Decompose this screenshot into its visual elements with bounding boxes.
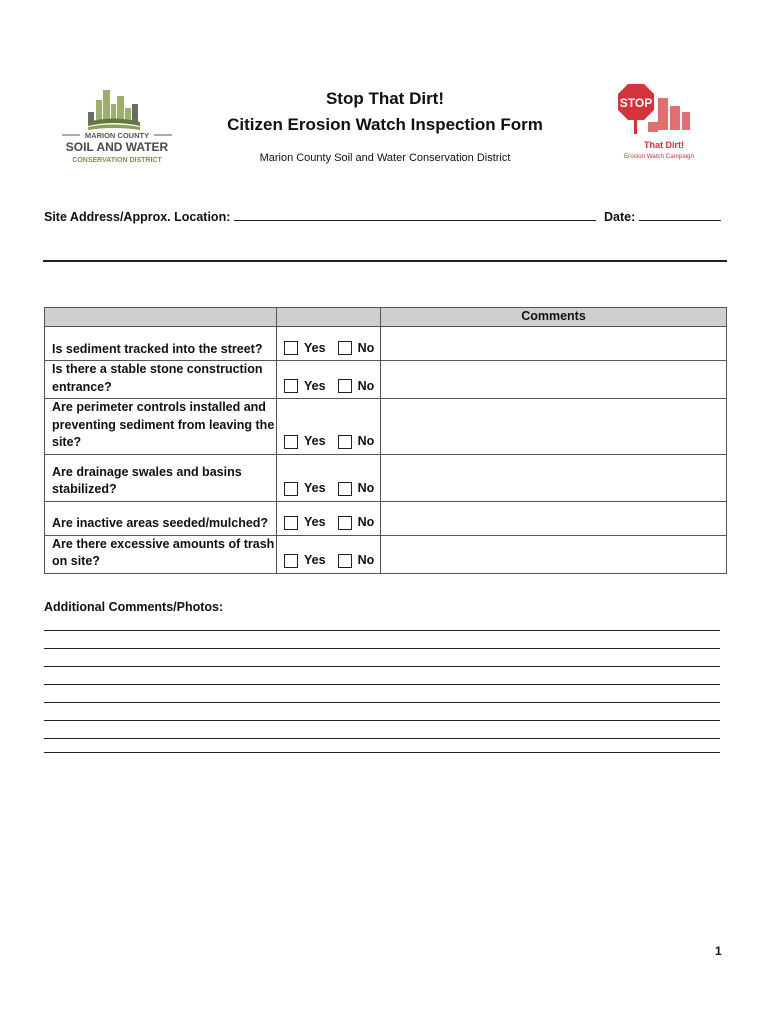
question-text: Are perimeter controls installed and preventing sediment from leaving the site? xyxy=(45,399,277,455)
form-title-line1: Stop That Dirt! xyxy=(325,89,445,108)
no-label: No xyxy=(357,434,375,448)
yes-no-cell xyxy=(277,361,381,399)
comment-cell[interactable] xyxy=(381,535,727,573)
yes-no-cell xyxy=(277,399,381,455)
table-header-row xyxy=(45,308,727,327)
date-field[interactable] xyxy=(639,208,721,221)
table-row xyxy=(45,535,727,573)
additional-comments-label: Additional Comments/Photos: xyxy=(44,600,224,614)
site-address-label: Site Address/Approx. Location: xyxy=(44,210,231,224)
comment-line[interactable] xyxy=(44,738,720,739)
comment-cell[interactable] xyxy=(381,454,727,501)
question-header-cell xyxy=(45,308,277,327)
answer-header-cell xyxy=(277,308,381,327)
yes-no-cell xyxy=(277,454,381,501)
logo-left-mid-text: SOIL AND WATER xyxy=(65,140,169,154)
no-label: No xyxy=(357,553,375,567)
no-checkbox[interactable] xyxy=(338,341,352,355)
yes-checkbox[interactable] xyxy=(284,482,298,496)
question-text: Are drainage swales and basins stabilized? xyxy=(45,454,277,501)
district-name: Marion County Soil and Water Conservation District xyxy=(259,152,511,164)
table-row xyxy=(45,327,727,361)
date-label: Date: xyxy=(604,210,636,224)
logo-left-bottom-text: CONSERVATION DISTRICT xyxy=(72,157,162,164)
date-row xyxy=(604,208,721,224)
comment-line[interactable] xyxy=(44,702,720,703)
comment-line[interactable] xyxy=(44,648,720,649)
yes-label: Yes xyxy=(304,434,326,448)
no-label: No xyxy=(357,378,375,393)
page-number: 1 xyxy=(715,944,722,958)
yes-checkbox[interactable] xyxy=(284,379,298,393)
yes-label: Yes xyxy=(304,553,326,567)
site-address-row xyxy=(44,208,596,224)
inspection-table xyxy=(44,307,727,574)
yes-label: Yes xyxy=(304,481,326,495)
comment-cell[interactable] xyxy=(381,361,727,399)
no-label: No xyxy=(357,340,375,355)
no-checkbox[interactable] xyxy=(338,516,352,530)
yes-label: Yes xyxy=(304,340,326,355)
table-row xyxy=(45,454,727,501)
comment-line[interactable] xyxy=(44,752,720,753)
yes-checkbox[interactable] xyxy=(284,435,298,449)
table-row xyxy=(45,501,727,535)
no-label: No xyxy=(357,481,375,495)
comment-cell[interactable] xyxy=(381,501,727,535)
comments-header: Comments xyxy=(381,308,727,327)
yes-no-cell xyxy=(277,327,381,361)
question-text: Is there a stable stone construction entrance? xyxy=(45,361,277,399)
comment-line[interactable] xyxy=(44,684,720,685)
yes-checkbox[interactable] xyxy=(284,554,298,568)
table-row xyxy=(45,361,727,399)
comment-cell[interactable] xyxy=(381,327,727,361)
comment-line[interactable] xyxy=(44,720,720,721)
yes-label: Yes xyxy=(304,378,326,393)
question-text: Are inactive areas seeded/mulched? xyxy=(45,501,277,535)
no-checkbox[interactable] xyxy=(338,482,352,496)
yes-checkbox[interactable] xyxy=(284,341,298,355)
site-address-field[interactable] xyxy=(234,208,596,221)
comment-cell[interactable] xyxy=(381,399,727,455)
table-row xyxy=(45,399,727,455)
question-text: Are there excessive amounts of trash on site? xyxy=(45,535,277,573)
form-title-line2: Citizen Erosion Watch Inspection Form xyxy=(227,115,543,134)
no-checkbox[interactable] xyxy=(338,379,352,393)
no-checkbox[interactable] xyxy=(338,435,352,449)
campaign-text: Erosion Watch Campaign xyxy=(624,153,694,160)
no-checkbox[interactable] xyxy=(338,554,352,568)
comment-line[interactable] xyxy=(44,666,720,667)
yes-checkbox[interactable] xyxy=(284,516,298,530)
yes-no-cell xyxy=(277,501,381,535)
question-text: Is sediment tracked into the street? xyxy=(45,327,277,361)
section-divider xyxy=(43,260,727,262)
logo-left-top-text: MARION COUNTY xyxy=(84,131,150,140)
that-dirt-text: That Dirt! xyxy=(644,140,684,150)
yes-label: Yes xyxy=(304,515,326,529)
stop-sign-text: STOP xyxy=(619,96,653,110)
no-label: No xyxy=(357,515,375,529)
yes-no-cell xyxy=(277,535,381,573)
comment-line[interactable] xyxy=(44,630,720,631)
